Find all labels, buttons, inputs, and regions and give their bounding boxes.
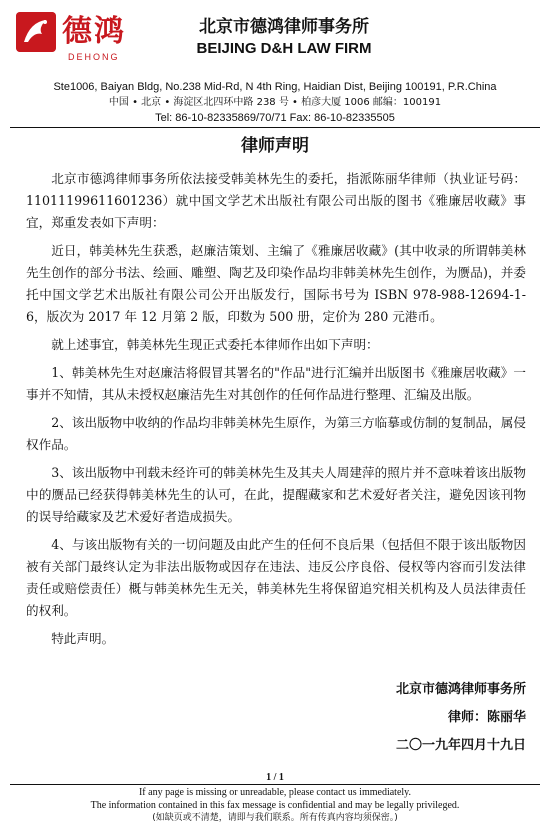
document-body <box>26 168 526 656</box>
paragraph-point-3: 3、该出版物中刊载未经许可的韩美林先生及其夫人周建萍的照片并不意味着该出版物中的赝品已经获得韩美林先生的认可，在此，提醒藏家和艺术爱好者关注，避免因该刊物的误导给藏家及艺术爱好者造成损失。 <box>26 465 526 524</box>
paragraph-point-1: 1、韩美林先生对赵廉洁将假冒其署名的"作品"进行汇编并出版图书《雅廉居收藏》一事并不知情，其从未授权赵廉洁先生对其创作的任何作品进行整理、汇编及出版。 <box>26 365 526 402</box>
signature-lawyer: 律师：陈丽华 <box>447 710 526 725</box>
tel-fax: Tel: 86-10-82335869/70/71 Fax: 86-10-82335505 <box>155 112 395 124</box>
firm-logo <box>16 12 134 66</box>
firm-name-chinese: 北京市德鸿律师事务所 <box>199 17 369 37</box>
paragraph-point-4: 4、与该出版物有关的一切问题及由此产生的任何不良后果（包括但不限于该出版物因被有关部门最终认定为非法出版物或因存在违法、违反公序良俗、侵权等内容而引发法律责任或赔偿责任）概与韩美林先生无关，韩美林先生将保留追究相关机构及人员法律责任的权利。 <box>26 537 526 618</box>
page-number: 1 / 1 <box>266 772 284 783</box>
logo-text: 德鸿 <box>62 14 126 49</box>
address-chinese: 中国 • 北京 • 海淀区北四环中路 238 号 • 柏彦大厦 1006 邮编：100191 <box>108 97 442 108</box>
signature-firm: 北京市德鸿律师事务所 <box>395 682 526 697</box>
paragraph-closing: 特此声明。 <box>51 631 115 646</box>
header-divider <box>10 127 540 128</box>
firm-name-english: BEIJING D&H LAW FIRM <box>196 40 372 57</box>
paragraph-statement-lead: 就上述事宜，韩美林先生现正式委托本律师作出如下声明： <box>51 337 379 352</box>
signature-block <box>396 676 526 760</box>
address-english: Ste1006, Baiyan Bldg, No.238 Mid-Rd, N 4th Ring, Haidian Dist, Beijing 100191, P.R.China <box>53 81 497 93</box>
document-title: 律师声明 <box>241 136 309 156</box>
paragraph-intro: 北京市德鸿律师事务所依法接受韩美林先生的委托，指派陈丽华律师（执业证号码：11011199611601236）就中国文学艺术出版社有限公司出版的图书《雅廉居收藏》事宜，郑重发表如下声明： <box>26 171 526 230</box>
fax-footer <box>0 786 550 825</box>
footer-divider <box>10 784 540 785</box>
letterhead <box>0 0 550 80</box>
logo-subtext: DEHONG <box>68 52 120 62</box>
footer-line-2: The information contained in this fax message is confidential and may be legally privileged. <box>90 800 460 811</box>
footer-line-1: If any page is missing or unreadable, please contact us immediately. <box>138 787 412 798</box>
footer-line-3: (如缺页或不清楚，请即与我们联系。所有传真内容均须保密。) <box>152 813 398 823</box>
paragraph-background: 近日，韩美林先生获悉，赵廉洁策划、主编了《雅廉居收藏》(其中收录的所谓韩美林先生创作的部分书法、绘画、雕塑、陶艺及印染作品均非韩美林先生创作，为赝品)，并委托中国文学艺术出版社有限公司公开出版发行，国际书号为 ISBN 978-988-12694-1-6，版次为 2017 年 12 月第 2 版，印数为 500 册，定价为 280 元港币。 <box>26 243 526 324</box>
paragraph-point-2: 2、该出版物中收纳的作品均非韩美林先生原作，为第三方临摹或仿制的复制品，属侵权作品。 <box>26 415 526 452</box>
signature-date: 二〇一九年四月十九日 <box>395 738 526 753</box>
crane-logo-icon <box>16 12 56 52</box>
